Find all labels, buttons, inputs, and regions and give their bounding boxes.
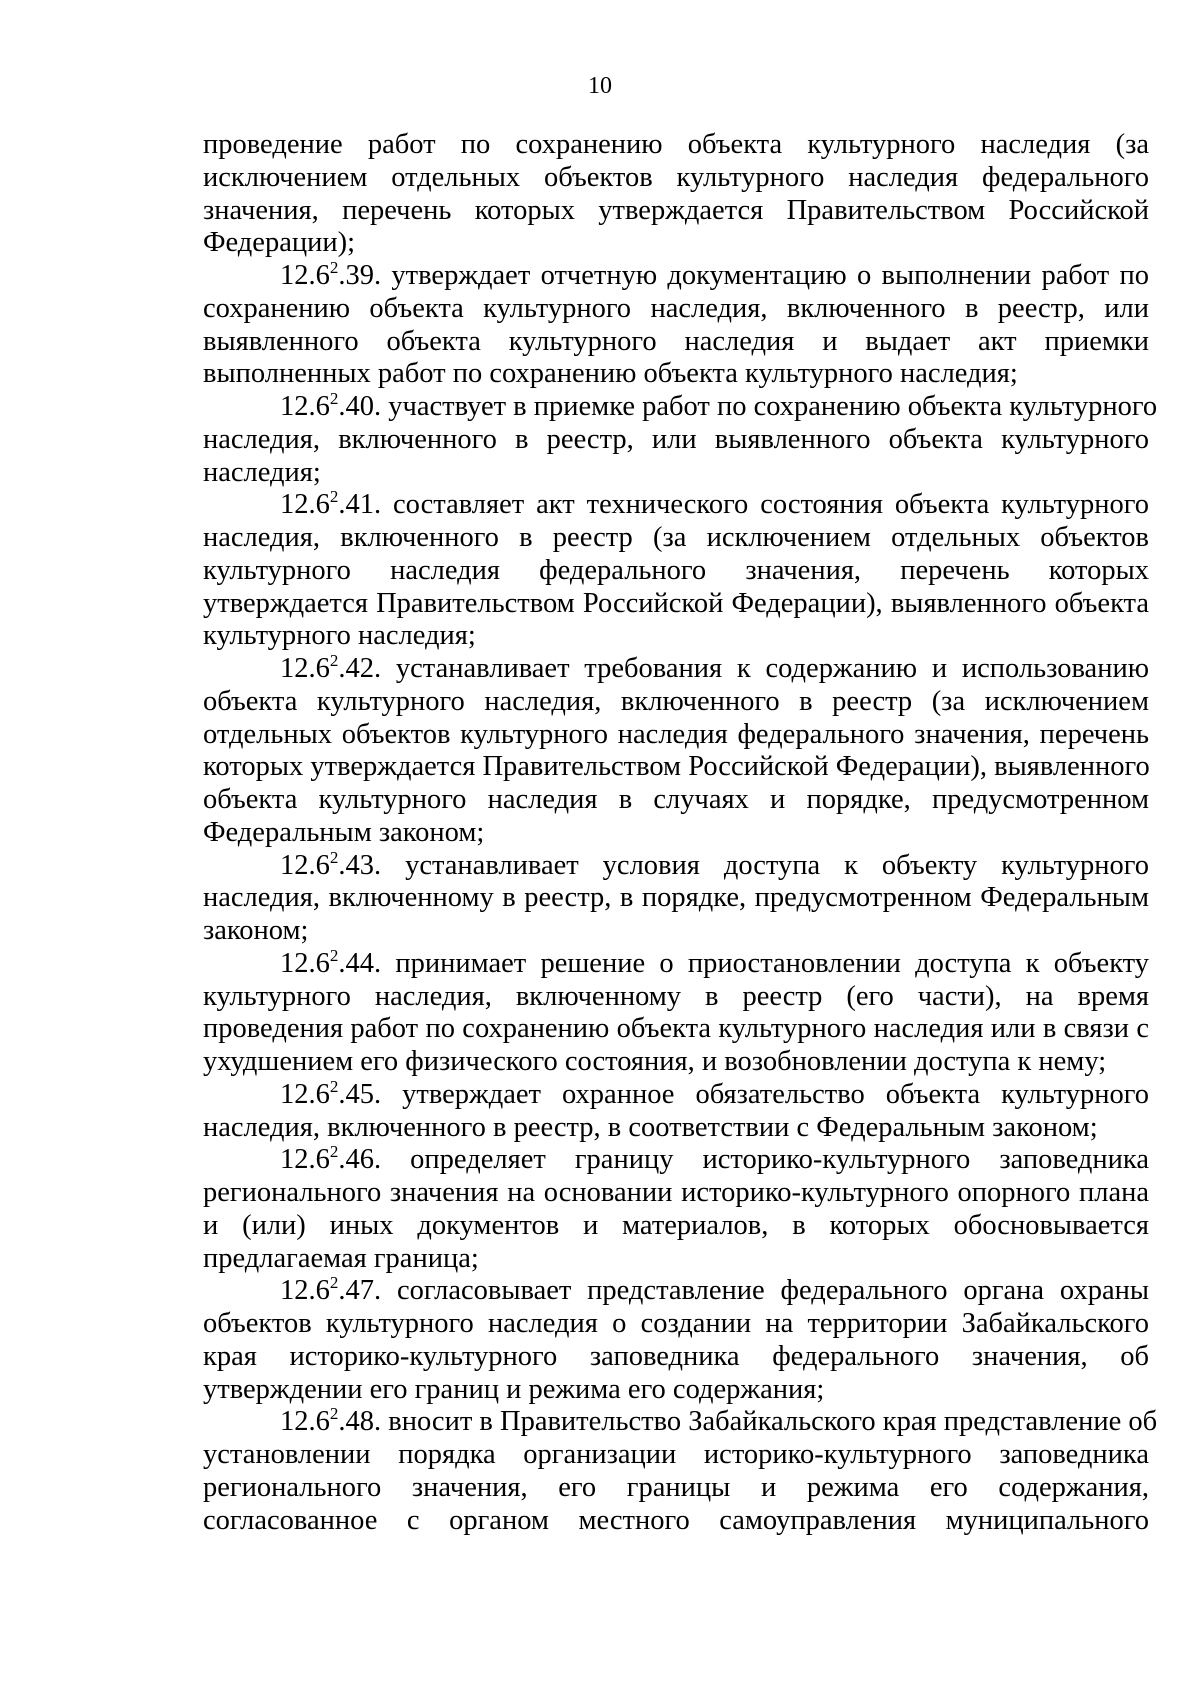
text-line xyxy=(203,1013,1149,1046)
text-line xyxy=(203,1046,1149,1079)
text-line xyxy=(203,1341,1149,1374)
text-line xyxy=(203,915,1149,948)
text-line xyxy=(203,358,1149,391)
line-text: .46. определяет границу историко-культурного заповедника xyxy=(338,1144,1149,1176)
text-line xyxy=(203,1505,1149,1538)
text-line xyxy=(203,882,1149,915)
clause-first-line xyxy=(203,389,1158,424)
text-line xyxy=(203,129,1149,162)
clause-number: 12.6 xyxy=(280,653,330,684)
clause-number: 12.6 xyxy=(280,849,330,881)
clause-first-line xyxy=(203,489,1149,522)
document-body xyxy=(203,129,1158,1537)
clause-number: 12.6 xyxy=(280,1275,330,1307)
line-text: .48. вносит в Правительство Забайкальского края представление об xyxy=(338,1406,1158,1438)
line-text: .40. участвует в приемке работ по сохранению объекта культурного xyxy=(338,391,1158,422)
text-line xyxy=(203,1112,1149,1145)
clause-number: 12.6 xyxy=(280,1144,330,1176)
text-line xyxy=(203,1439,1149,1472)
clause-number: 12.6 xyxy=(280,947,330,979)
line-text: .39. утверждает отчетную документацию о выполнении работ по xyxy=(338,260,1149,291)
line-text: Федеральным законом; xyxy=(203,816,485,848)
clause-first-line xyxy=(203,1144,1149,1177)
line-text: объекта культурного наследия, включенного в реестр (за исключением xyxy=(203,685,1149,717)
text-line xyxy=(203,522,1149,555)
text-line xyxy=(203,784,1149,817)
clause-first-line xyxy=(203,1275,1149,1308)
text-line xyxy=(203,1472,1149,1505)
line-text: которых утверждается Правительством Российской Федерации), выявленного xyxy=(203,751,1150,783)
line-text: ухудшением его физического состояния, и возобновлении доступа к нему; xyxy=(203,1046,1107,1077)
line-text: края историко-культурного заповедника федерального значения, об xyxy=(203,1340,1149,1372)
line-text: .43. устанавливает условия доступа к объекту культурного xyxy=(338,849,1149,881)
line-text: выявленного объекта культурного наследия и выдает акт приемки xyxy=(203,325,1149,357)
clause-first-line xyxy=(203,847,1149,883)
line-text: наследия, включенному в реестр, в порядке, предусмотренном Федеральным xyxy=(203,882,1149,914)
line-text: наследия, включенного в реестр, или выявленного объекта культурного xyxy=(203,423,1149,455)
text-line xyxy=(203,686,1149,719)
clause-superscript: 2 xyxy=(329,945,339,965)
line-text: объектов культурного наследия о создании на территории Забайкальского xyxy=(203,1308,1149,1339)
clause-number: 12.6 xyxy=(280,260,330,291)
clause-first-line xyxy=(203,1076,1149,1112)
line-text: .42. устанавливает требования к содержанию и использованию xyxy=(338,653,1149,684)
line-text: культурного наследия; xyxy=(203,620,476,652)
text-line xyxy=(203,1177,1149,1210)
text-line xyxy=(203,620,1149,653)
line-text: регионального значения, его границы и режима его содержания, xyxy=(203,1471,1149,1503)
text-line xyxy=(203,719,1149,752)
page-number: 10 xyxy=(588,73,612,99)
line-text: Федерации); xyxy=(203,227,356,259)
line-text: отдельных объектов культурного наследия федерального значения, перечень xyxy=(203,718,1149,750)
text-line xyxy=(203,588,1149,621)
clause-superscript: 2 xyxy=(329,1142,339,1162)
text-line xyxy=(203,227,1149,260)
line-text: наследия, включенного в реестр, в соответствии с Федеральным законом; xyxy=(203,1111,1098,1143)
line-text: сохранению объекта культурного наследия, включенного в реестр, или xyxy=(203,292,1149,324)
text-line xyxy=(203,817,1149,850)
clause-number: 12.6 xyxy=(280,1406,330,1438)
clause-first-line xyxy=(203,945,1149,981)
line-text: регионального значения на основании историко-культурного опорного плана xyxy=(203,1177,1149,1208)
line-text: .47. согласовывает представление федерального органа охраны xyxy=(338,1275,1149,1307)
clause-superscript: 2 xyxy=(329,847,339,867)
text-line xyxy=(203,1243,1149,1276)
text-line xyxy=(203,751,1149,784)
line-text: .45. утверждает охранное обязательство объекта культурного xyxy=(338,1078,1149,1110)
line-text: установлении порядка организации историко-культурного заповедника xyxy=(203,1439,1149,1470)
line-text: утверждается Правительством Российской Федерации), выявленного объекта xyxy=(203,587,1149,619)
clause-superscript: 2 xyxy=(329,389,339,408)
text-line xyxy=(203,457,1149,490)
text-line xyxy=(203,1308,1149,1341)
clause-first-line xyxy=(203,260,1149,293)
clause-first-line xyxy=(203,1404,1158,1439)
line-text: объекта культурного наследия в случаях и порядке, предусмотренном xyxy=(203,784,1149,815)
line-text: проведения работ по сохранению объекта культурного наследия или в связи с xyxy=(203,1013,1149,1045)
text-line xyxy=(203,1210,1149,1243)
text-line xyxy=(203,162,1149,195)
text-line xyxy=(203,293,1149,326)
clause-superscript: 2 xyxy=(329,258,339,277)
clause-number: 12.6 xyxy=(280,489,330,521)
clause-superscript: 2 xyxy=(329,1273,339,1293)
line-text: .44. принимает решение о приостановлении доступа к объекту xyxy=(338,947,1149,979)
line-text: культурного наследия, включенному в реестр (его части), на время xyxy=(203,980,1149,1012)
line-text: предлагаемая граница; xyxy=(203,1242,479,1274)
line-text: согласованное с органом местного самоуправления муниципального xyxy=(203,1504,1149,1536)
text-line xyxy=(203,555,1149,588)
line-text: утверждении его границ и режима его содержания; xyxy=(203,1373,825,1405)
line-text: наследия, включенного в реестр (за исключением отдельных объектов xyxy=(203,522,1149,553)
text-line xyxy=(203,981,1149,1014)
line-text: и (или) иных документов и материалов, в которых обосновывается xyxy=(203,1209,1149,1241)
clause-superscript: 2 xyxy=(329,1076,339,1096)
text-line xyxy=(203,326,1149,359)
clause-first-line xyxy=(203,653,1149,686)
line-text: значения, перечень которых утверждается Правительством Российской xyxy=(203,194,1149,226)
text-line xyxy=(203,1374,1149,1407)
line-text: проведение работ по сохранению объекта культурного наследия (за xyxy=(203,129,1149,160)
text-line xyxy=(203,195,1149,228)
line-text: .41. составляет акт технического состояния объекта культурного xyxy=(338,489,1149,521)
clause-superscript: 2 xyxy=(329,487,339,507)
clause-number: 12.6 xyxy=(280,391,330,422)
text-line xyxy=(203,424,1149,457)
line-text: культурного наследия федерального значения, перечень которых xyxy=(203,554,1149,586)
clause-superscript: 2 xyxy=(329,1404,339,1424)
clause-superscript: 2 xyxy=(329,651,339,670)
line-text: выполненных работ по сохранению объекта культурного наследия; xyxy=(203,358,1018,390)
line-text: законом; xyxy=(203,915,309,946)
clause-number: 12.6 xyxy=(280,1078,330,1110)
line-text: исключением отдельных объектов культурного наследия федерального xyxy=(203,161,1149,193)
line-text: наследия; xyxy=(203,456,321,488)
